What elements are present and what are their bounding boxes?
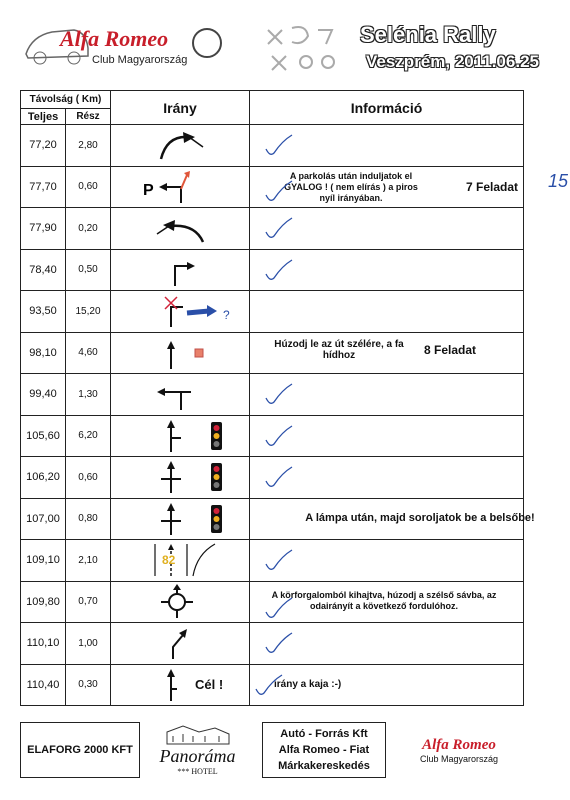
checkmark-icon [264, 382, 294, 408]
table-row [21, 457, 524, 499]
checkmark-icon [264, 133, 294, 159]
part-km: 1,30 [66, 374, 111, 416]
straight-arrow-icon [111, 333, 249, 373]
part-km: 15,20 [66, 291, 111, 333]
roundabout-icon [111, 582, 249, 622]
total-km: 105,60 [21, 415, 66, 457]
part-km: 2,80 [66, 125, 111, 167]
svg-text:P: P [143, 181, 154, 199]
part-km: 6,20 [66, 415, 111, 457]
task-label: 8 Feladat [424, 342, 477, 357]
finish-arrow-icon [111, 665, 249, 705]
table-row [21, 540, 524, 582]
table-row [21, 166, 524, 208]
sponsor3-line1: Autó - Forrás Kft [280, 728, 368, 740]
turn-left-arrow-icon [111, 374, 249, 414]
road-82-icon [111, 540, 249, 580]
header-information: Információ [250, 91, 524, 125]
part-km: 0,80 [66, 498, 111, 540]
alfa-crest-icon [192, 28, 222, 58]
part-km: 0,60 [66, 457, 111, 499]
rally-date: Veszprém, 2011.06.25 [366, 52, 539, 71]
sponsor-panorama [150, 722, 245, 778]
total-km: 77,90 [21, 208, 66, 250]
info-text: A lámpa után, majd soroljatok be a belsőbe! [305, 511, 535, 524]
header-direction: Irány [111, 91, 250, 125]
checkmark-icon [264, 216, 294, 242]
checkmark-icon [264, 631, 294, 657]
table-row [21, 498, 524, 540]
checkmark-icon [254, 673, 284, 699]
sponsor3-line3: Márkakereskedés [278, 760, 370, 772]
table-row [21, 664, 524, 706]
club-name: Club Magyarország [92, 54, 188, 66]
info-text: Húzodj le az út szélére, a fa hídhoz [274, 338, 404, 361]
checkmark-icon [264, 179, 294, 205]
part-km: 0,60 [66, 166, 111, 208]
rally-title: Selénia Rally [360, 22, 496, 47]
checkmark-icon [264, 424, 294, 450]
task-label: 7 Feladat [466, 179, 519, 194]
part-km: 0,30 [66, 664, 111, 706]
total-km: 110,40 [21, 664, 66, 706]
checkmark-icon [264, 465, 294, 491]
curve-left-arrow-icon [111, 208, 249, 248]
table-row [21, 581, 524, 623]
checkmark-icon [264, 596, 294, 622]
table-row [21, 623, 524, 665]
total-km: 99,40 [21, 374, 66, 416]
total-km: 78,40 [21, 249, 66, 291]
table-row [21, 125, 524, 167]
part-km: 0,50 [66, 249, 111, 291]
table-row [21, 208, 524, 250]
header-distance: Távolság ( Km) [21, 91, 111, 109]
finish-label: Cél ! [195, 676, 224, 692]
part-km: 4,60 [66, 332, 111, 374]
table-row [21, 291, 524, 333]
total-km: 109,10 [21, 540, 66, 582]
straight-junction-traffic-light-icon [111, 416, 249, 456]
checkmark-icon [264, 258, 294, 284]
hotel-building-icon [163, 724, 233, 746]
bend-right-arrow-icon [111, 623, 249, 663]
total-km: 98,10 [21, 332, 66, 374]
svg-text:?: ? [223, 308, 230, 322]
sponsor-elaforg: ELAFORG 2000 KFT [20, 722, 140, 778]
part-km: 1,00 [66, 623, 111, 665]
crossed-junction-icon [111, 291, 249, 331]
part-km: 2,10 [66, 540, 111, 582]
total-km: 93,50 [21, 291, 66, 333]
rally-stamp-icon [262, 22, 348, 72]
total-km: 77,20 [21, 125, 66, 167]
sponsor-alfa-club [395, 722, 523, 778]
panorama-hotel: *** HOTEL [177, 767, 218, 776]
info-text: A parkolás után induljatok el GYALOG ! ( nem elírás ) a piros nyíl irányában. [284, 170, 418, 203]
part-km: 0,70 [66, 581, 111, 623]
table-row [21, 415, 524, 457]
footer-club: Club Magyarország [419, 753, 499, 764]
footer-brand: Alfa Romeo [422, 736, 496, 753]
checkmark-icon [264, 548, 294, 574]
sponsor3-line2: Alfa Romeo - Fiat [278, 744, 370, 756]
total-km: 109,80 [21, 581, 66, 623]
table-row [21, 374, 524, 416]
total-km: 107,00 [21, 498, 66, 540]
handwritten-score: 15 [548, 170, 569, 191]
curve-right-arrow-icon [111, 125, 249, 165]
roadbook-table [20, 90, 569, 706]
info-text: irány a kaja :-) [274, 678, 342, 690]
turn-right-arrow-icon [111, 250, 249, 290]
parking-left-turn-icon [111, 167, 249, 207]
brand-logo-text: Alfa Romeo [60, 26, 169, 51]
table-row [21, 332, 524, 374]
crossroad-traffic-light-icon [111, 457, 249, 497]
part-km: 0,20 [66, 208, 111, 250]
table-row [21, 249, 524, 291]
header-part: Rész [66, 109, 111, 125]
road-number-label: 82 [162, 553, 176, 567]
total-km: 77,70 [21, 166, 66, 208]
info-text: A körforgalomból kihajtva, húzodj a szélső sávba, az odairányít a következő fordulóhoz. [271, 589, 497, 611]
sponsor-auto-forras [262, 722, 386, 778]
header-total: Teljes [21, 109, 66, 125]
panorama-name: Panoráma [159, 746, 236, 766]
straight-crossroad-traffic-light-icon [111, 499, 249, 539]
total-km: 110,10 [21, 623, 66, 665]
total-km: 106,20 [21, 457, 66, 499]
